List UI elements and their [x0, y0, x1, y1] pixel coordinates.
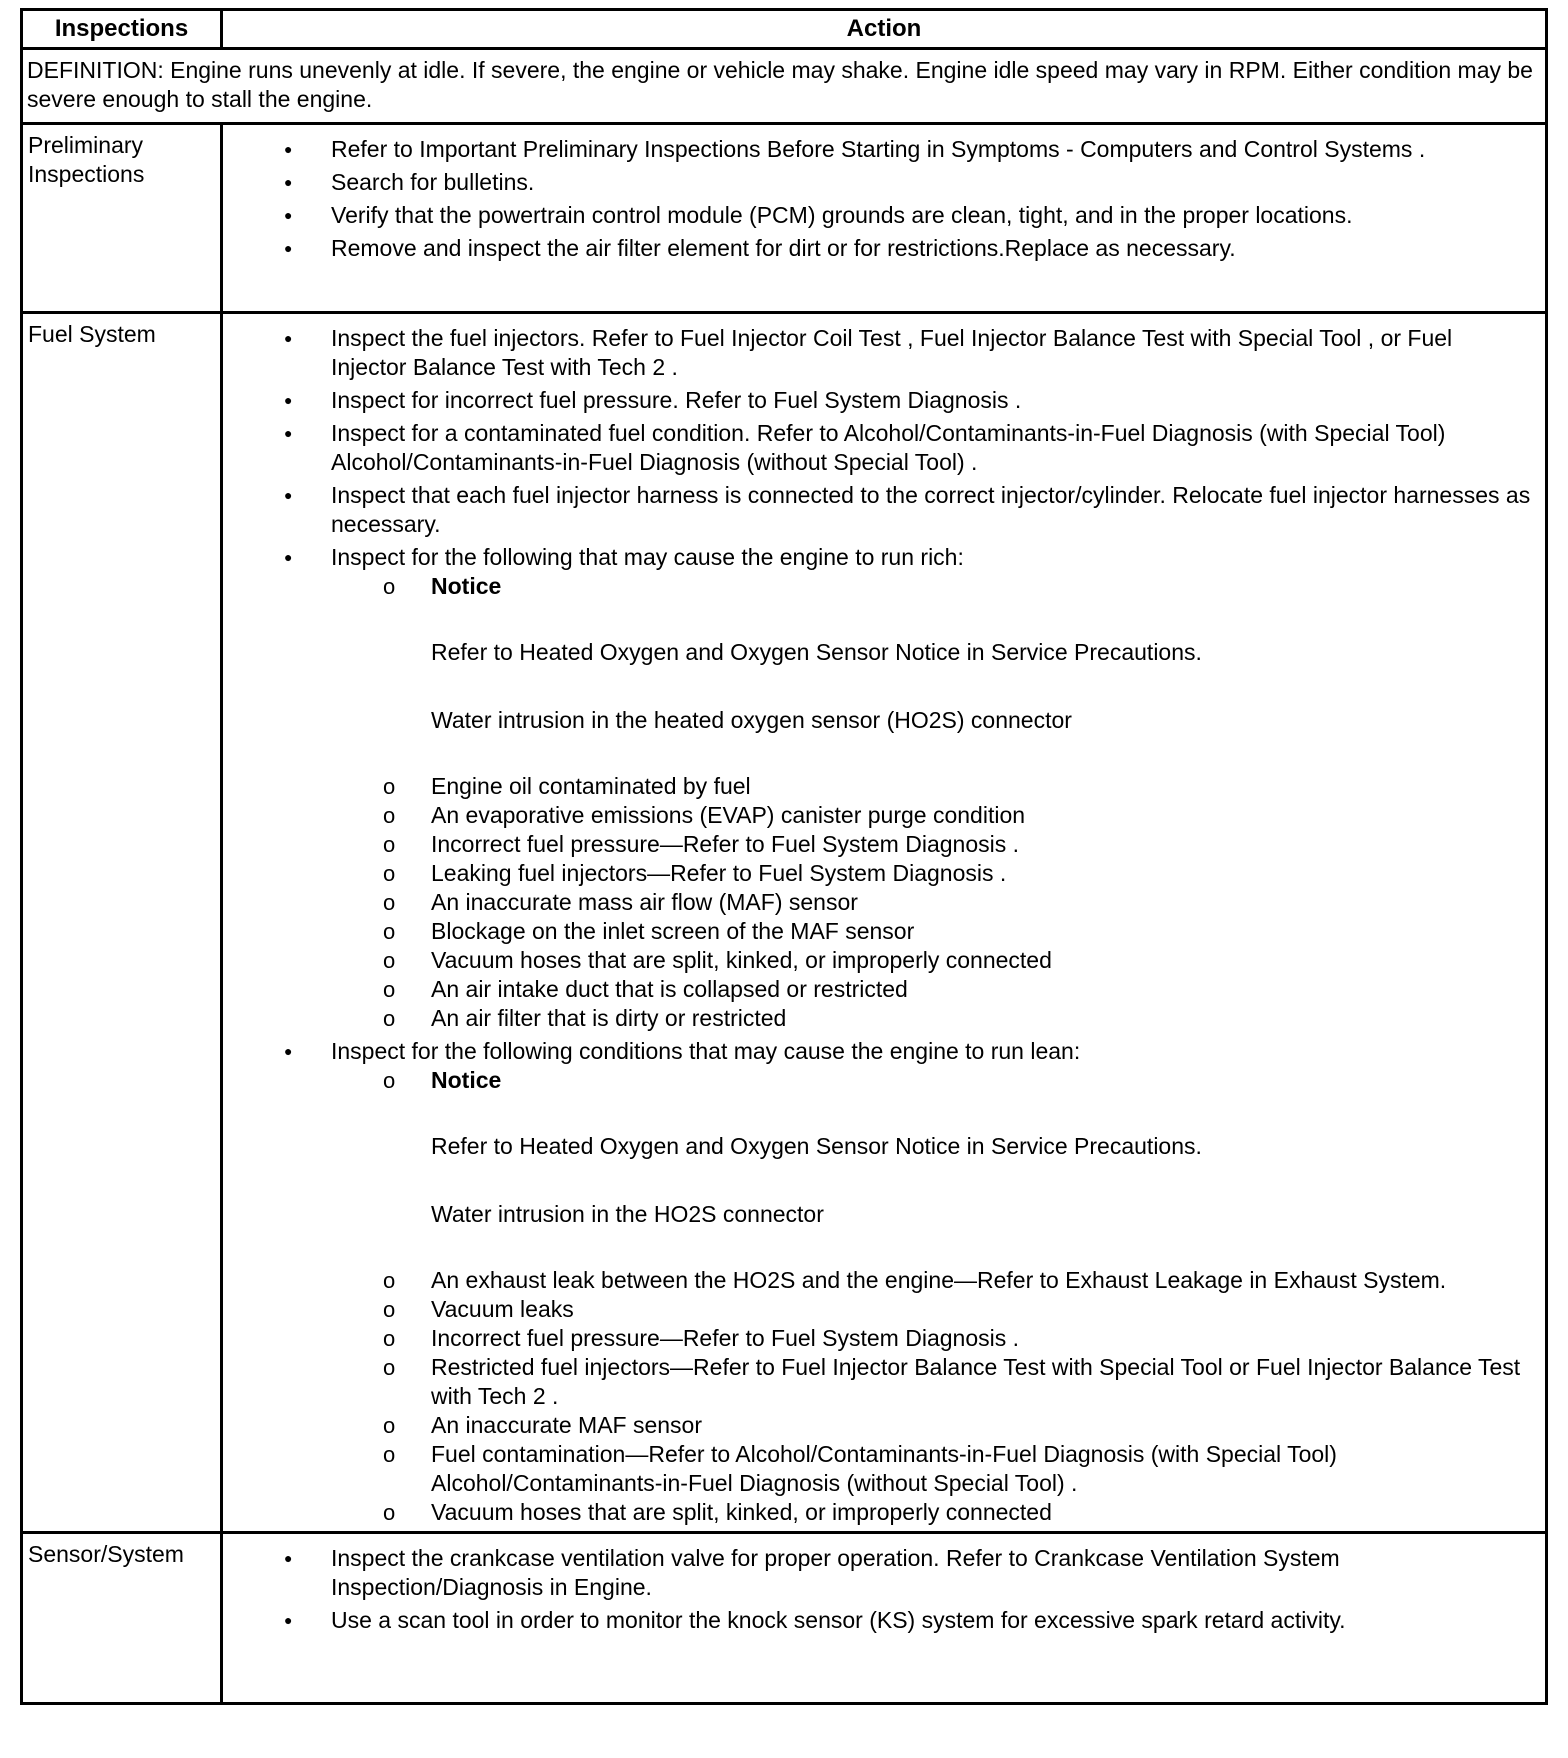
sub-list-item: o An evaporative emissions (EVAP) canister purge condition: [431, 801, 1533, 830]
sub-list-item: o Vacuum hoses that are split, kinked, or improperly connected: [431, 946, 1533, 975]
inspection-table: [20, 8, 1548, 1705]
sub-list-item: o An air filter that is dirty or restricted: [431, 1004, 1533, 1033]
sub-list-item: o Fuel contamination—Refer to Alcohol/Contaminants-in-Fuel Diagnosis (with Special Tool) Alcohol/Contaminants-in-Fuel Diagnosis (without Special Tool) .: [431, 1440, 1533, 1498]
preliminary-row: [22, 124, 1547, 313]
rich-sublist: [331, 572, 1533, 1033]
sub-list-item: o Leaking fuel injectors—Refer to Fuel System Diagnosis .: [431, 859, 1533, 888]
fuel-system-label: Fuel System: [22, 313, 222, 1533]
list-item: ● Inspect for incorrect fuel pressure. Refer to Fuel System Diagnosis .: [331, 386, 1533, 415]
preliminary-list: [223, 135, 1533, 263]
rich-intro: Inspect for the following that may cause the engine to run rich:: [331, 544, 964, 570]
sensor-system-label: Sensor/System: [22, 1533, 222, 1704]
definition-text: DEFINITION: Engine runs unevenly at idle. If severe, the engine or vehicle may shake. Engine idle speed may vary in RPM. Either condition may be severe enough to stall the engine.: [22, 49, 1547, 124]
sub-list-item: o Incorrect fuel pressure—Refer to Fuel System Diagnosis .: [431, 1324, 1533, 1353]
list-item: ● Use a scan tool in order to monitor the knock sensor (KS) system for excessive spark retard activity.: [331, 1606, 1533, 1635]
list-item: ● Inspect that each fuel injector harness is connected to the correct injector/cylinder. Relocate fuel injector harnesses as necessary.: [331, 481, 1533, 539]
list-item: ● Search for bulletins.: [331, 168, 1533, 197]
preliminary-label: Preliminary Inspections: [22, 124, 222, 313]
sub-list-item: o Incorrect fuel pressure—Refer to Fuel System Diagnosis .: [431, 830, 1533, 859]
list-item: ● Remove and inspect the air filter element for dirt or for restrictions.Replace as necessary.: [331, 234, 1533, 263]
notice-text-2: Water intrusion in the heated oxygen sensor (HO2S) connector: [431, 707, 1072, 733]
sub-list-item: o An air intake duct that is collapsed or restricted: [431, 975, 1533, 1004]
sub-list-item: o Vacuum leaks: [431, 1295, 1533, 1324]
sub-list-item: o An inaccurate MAF sensor: [431, 1411, 1533, 1440]
fuel-system-actions: [222, 313, 1547, 1533]
sub-list-item: o Blockage on the inlet screen of the MAF sensor: [431, 917, 1533, 946]
list-item: ● Inspect for a contaminated fuel condition. Refer to Alcohol/Contaminants-in-Fuel Diagnosis (with Special Tool) Alcohol/Contaminants-in-Fuel Diagnosis (without Special Tool) .: [331, 419, 1533, 477]
sub-list-item: o An inaccurate mass air flow (MAF) sensor: [431, 888, 1533, 917]
fuel-system-list: [223, 324, 1533, 1527]
fuel-system-row: [22, 313, 1547, 1533]
sensor-system-actions: [222, 1533, 1547, 1704]
header-inspections: Inspections: [22, 10, 222, 49]
list-item: ● Verify that the powertrain control module (PCM) grounds are clean, tight, and in the proper locations.: [331, 201, 1533, 230]
header-row: [22, 10, 1547, 49]
lean-notice: [431, 1066, 1533, 1229]
lean-intro: Inspect for the following conditions that may cause the engine to run lean:: [331, 1038, 1081, 1064]
sub-list-item: o Engine oil contaminated by fuel: [431, 772, 1533, 801]
lean-sublist: [331, 1066, 1533, 1527]
sensor-system-row: [22, 1533, 1547, 1704]
sub-list-item: o An exhaust leak between the HO2S and the engine—Refer to Exhaust Leakage in Exhaust System.: [431, 1266, 1533, 1295]
list-item: ● Inspect the fuel injectors. Refer to Fuel Injector Coil Test , Fuel Injector Balance Test with Special Tool , or Fuel Injector Balance Test with Tech 2 .: [331, 324, 1533, 382]
notice-title: o Notice: [431, 1067, 502, 1093]
notice-title: o Notice: [431, 573, 502, 599]
list-item: ● Inspect the crankcase ventilation valve for proper operation. Refer to Crankcase Ventilation System Inspection/Diagnosis in Engine.: [331, 1544, 1533, 1602]
header-action: Action: [222, 10, 1547, 49]
sub-list-item: o Restricted fuel injectors—Refer to Fuel Injector Balance Test with Special Tool or Fuel Injector Balance Test with Tech 2 .: [431, 1353, 1533, 1411]
sub-list-item: o Vacuum hoses that are split, kinked, or improperly connected: [431, 1498, 1533, 1527]
list-item-lean: [331, 1037, 1533, 1527]
sensor-system-list: [223, 1544, 1533, 1635]
definition-row: [22, 49, 1547, 124]
notice-text: Refer to Heated Oxygen and Oxygen Sensor Notice in Service Precautions.: [431, 639, 1202, 665]
list-item-rich: [331, 543, 1533, 1033]
rich-notice: [431, 572, 1533, 735]
notice-text-2: Water intrusion in the HO2S connector: [431, 1201, 824, 1227]
list-item: ● Refer to Important Preliminary Inspections Before Starting in Symptoms - Computers and Control Systems .: [331, 135, 1533, 164]
notice-text: Refer to Heated Oxygen and Oxygen Sensor Notice in Service Precautions.: [431, 1133, 1202, 1159]
preliminary-actions: [222, 124, 1547, 313]
